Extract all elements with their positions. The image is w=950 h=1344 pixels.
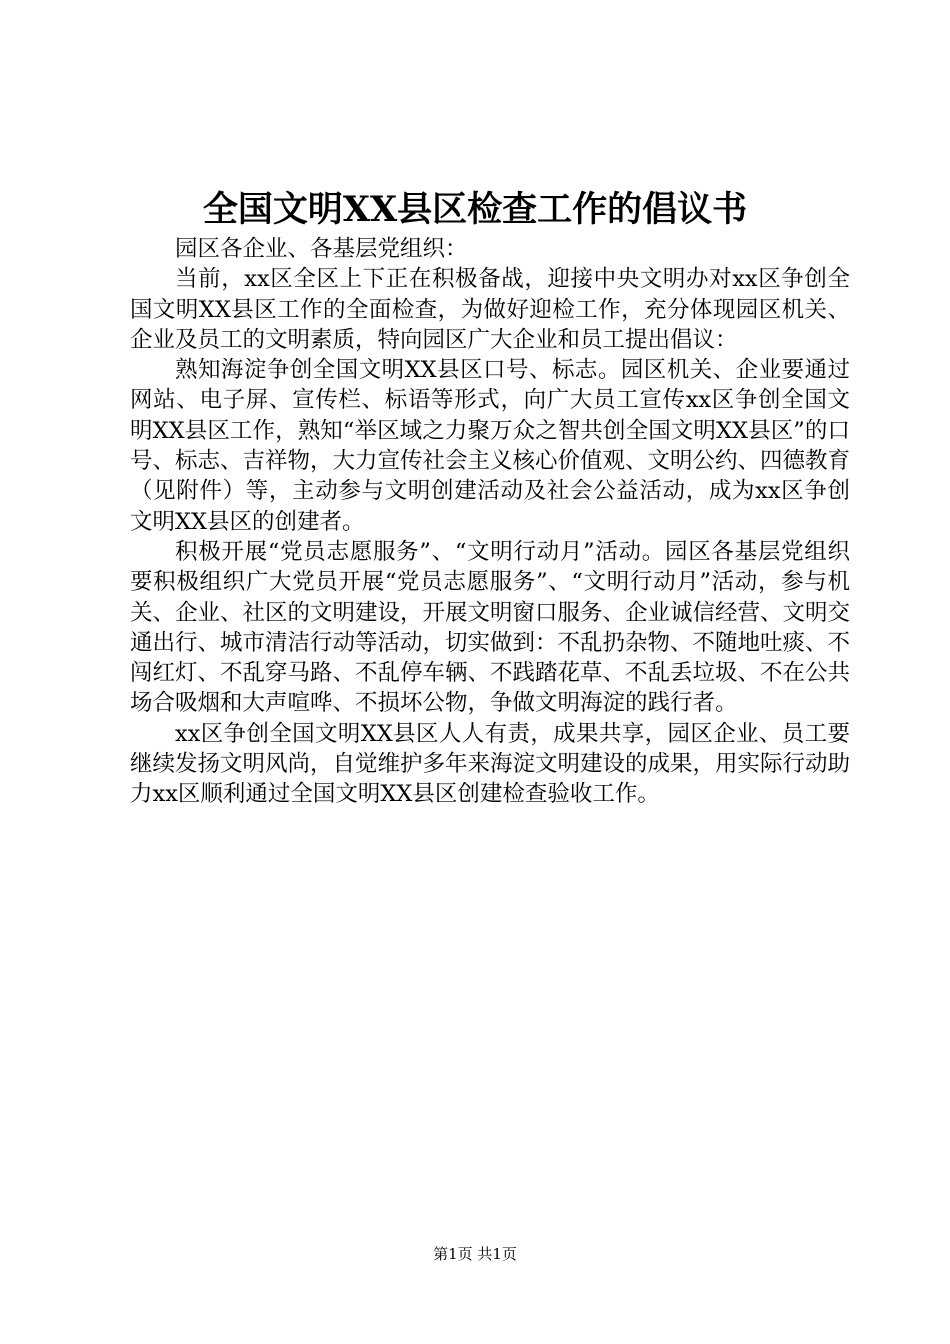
paragraph-closing: xx区争创全国文明XX县区人人有责，成果共享，园区企业、员工要继续发扬文明风尚，自觉维护多年来海淀文明建设的成果，用实际行动助力xx区顺利通过全国文明XX县区创建检查验收工作。 [130,720,851,808]
page-footer: 第1页 共1页 [433,1245,517,1263]
paragraph-slogan: 熟知海淀争创全国文明XX县区口号、标志。园区机关、企业要通过网站、电子屏、宣传栏、标语等形式，向广大员工宣传xx区争创全国文明XX县区工作，熟知“举区域之力聚万众之智共创全国文明XX县区”的口号、标志、吉祥物，大力宣传社会主义核心价值观、文明公约、四德教育（见附件）等，主动参与文明创建活动及社会公益活动，成为xx区争创文明XX县区的创建者。 [130,357,851,535]
document-body [130,234,850,810]
paragraph-activities: 积极开展“党员志愿服务”、“文明行动月”活动。园区各基层党组织要积极组织广大党员开展“党员志愿服务”、“文明行动月”活动，参与机关、企业、社区的文明建设，开展文明窗口服务、企业诚信经营、文明交通出行、城市清洁行动等活动，切实做到：不乱扔杂物、不随地吐痰、不闯红灯、不乱穿马路、不乱停车辆、不践踏花草、不乱丢垃圾、不在公共场合吸烟和大声喧哗、不损坏公物，争做文明海淀的践行者。 [130,538,851,717]
document-title: 全国文明XX县区检查工作的倡议书 [202,189,748,230]
salutation: 园区各企业、各基层党组织： [175,236,468,262]
paragraph-intro: 当前，xx区全区上下正在积极备战，迎接中央文明办对xx区争创全国文明XX县区工作的全面检查，为做好迎检工作，充分体现园区机关、企业及员工的文明素质，特向园区广大企业和员工提出倡议： [130,266,850,353]
